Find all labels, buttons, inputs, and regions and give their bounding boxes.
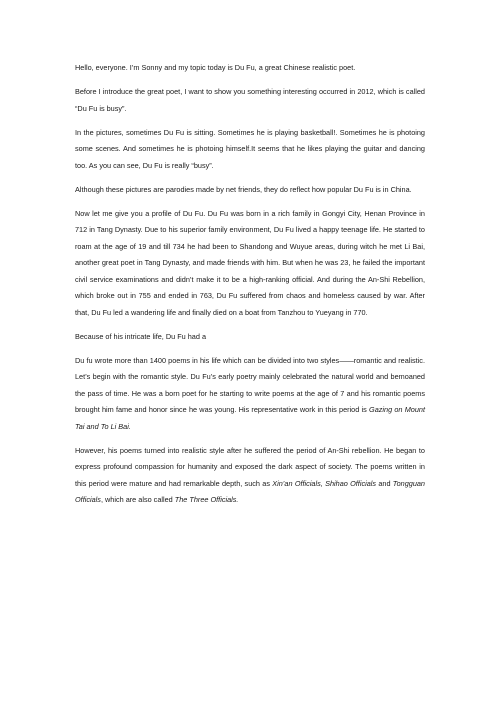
- paragraph-text: Hello, everyone. I’m Sonny and my topic today is Du Fu, a great Chinese realistic poet.: [75, 63, 356, 72]
- paragraph: [75, 353, 425, 436]
- paragraph: [75, 443, 425, 509]
- paragraph-text: , which are also called: [100, 495, 175, 504]
- paragraph: [75, 84, 425, 117]
- work-title: Xin’an Officials,: [272, 478, 323, 488]
- paragraph-text: However, his poems turned into realistic style after he suffered the period of An-Shi rebellion. He began to express profound compassion for humanity and exposed the dark aspect of society. The poems written in this period were mature and had remarkable depth, such as: [75, 445, 425, 488]
- paragraph-text: In the pictures, sometimes Du Fu is sitting. Sometimes he is playing basketball!. Sometimes he is photoing some scenes. And sometimes he is photoing himself.It seems that he likes playing the guitar and dancing too. As you can see, Du Fu is really “busy”.: [75, 127, 425, 170]
- paragraph: [75, 60, 425, 77]
- paragraph-text: Although these pictures are parodies made by net friends, they do reflect how popular Du Fu is in China.: [75, 184, 412, 194]
- work-title: Shihao Officials: [325, 478, 377, 488]
- work-title: The Three Officials.: [174, 495, 239, 504]
- paragraph-text: Before I introduce the great poet, I want to show you something interesting occurred in 2012, which is called “Du Fu is busy”.: [75, 87, 425, 113]
- paragraph-text: Now let me give you a profile of Du Fu. Du Fu was born in a rich family in Gongyi City, Henan Province in 712 in Tang Dynasty. Due to his superior family environment, Du Fu lived a happy teenage life. He started to roam at the age of 19 and till 734 he had been to Shandong and Wuyue areas, during witch he met Li Bai, another great poet in Tang Dynasty, and made friends with him. But when he was 23, he failed the important civil service examinations and didn’t make it to be a high-ranking official. And during the An-Shi Rebellion, which broke out in 755 and ended in 763, Du Fu suffered from chaos and homeless caused by war. After that, Du Fu led a wandering life and finally died on a boat from Tanzhou to Yueyang in 770.: [75, 208, 425, 317]
- paragraph-text: and: [376, 478, 393, 488]
- work-title: Gazing on Mount Tai and To Li Bai.: [75, 405, 426, 431]
- paragraph: [75, 182, 425, 199]
- work-title: Tongguan Officials: [75, 478, 425, 504]
- document-body: [75, 60, 425, 516]
- paragraph-text: Du fu wrote more than 1400 poems in his life which can be divided into two styles——romantic and realistic. Let’s begin with the romantic style. Du Fu’s early poetry mainly celebrated the natural world and bemoaned the pass of time. He was a born poet for he starting to write poems at the age of 7 and his romantic poems brought him fame and honor since he was young. His representative work in this period is: [75, 355, 425, 414]
- paragraph-text: Because of his intricate life, Du Fu had a: [75, 331, 207, 341]
- paragraph: [75, 125, 425, 175]
- paragraph: [75, 206, 425, 322]
- paragraph: [75, 329, 425, 346]
